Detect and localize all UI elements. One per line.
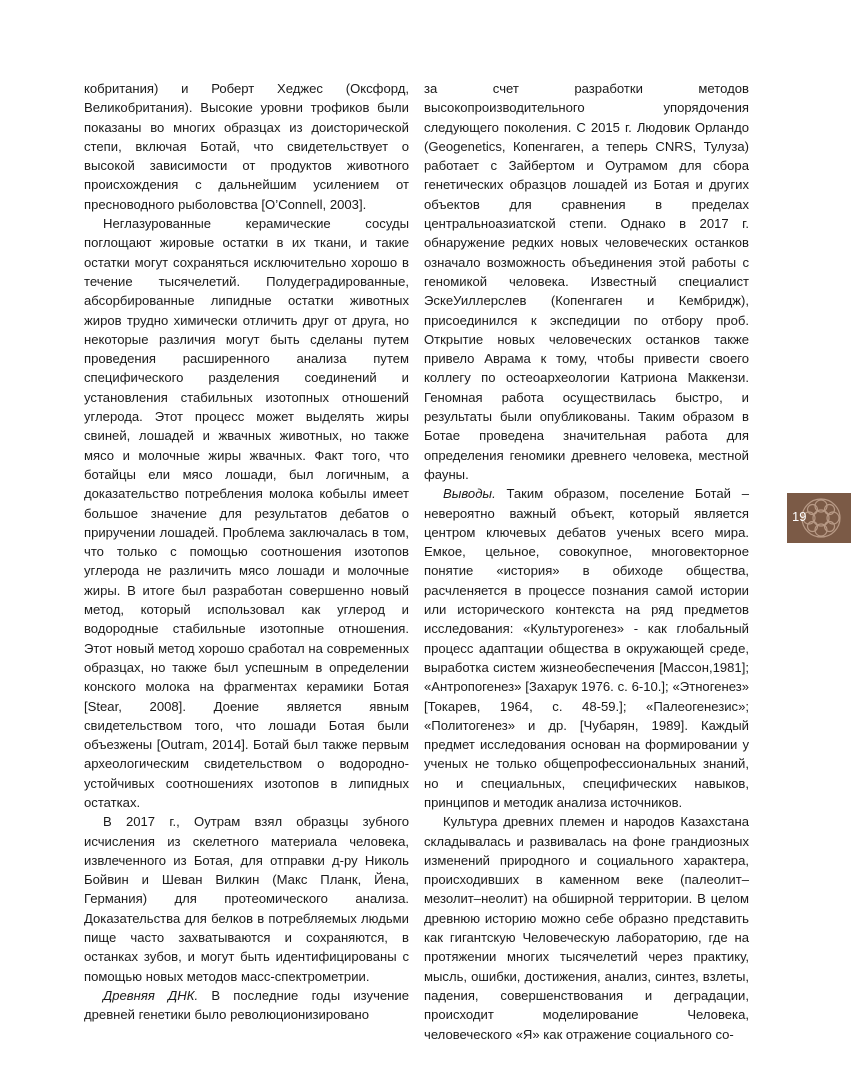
right-paragraph-2-text: Таким образом, поселение Ботай – невероятно важный объект, который является центром ключевых дебатов ученых всего мира. Емкое, цельное, совокупное, многовекторное понятие «история» в обиходе общества, расчленяется в процессе познания самой истории или исторического контекста на ряд предметов исследования: «Культурогенез» - как глобальный процесс адаптации общества в окружающей среде, выработка систем жизнеобеспечения [Массон,1981]; «Антропогенез» [Захарук 1976. с. 6-10.]; «Этногенез» [Токарев, 1964, с. 48-59.]; «Палеогенезис»; «Политогенез» и др. [Чубарян, 1989]. Каждый предмет исследования основан на формировании у ученых не только общепрофессиональных знаний, но и специальных, специфических навыков, принципов и методик анализа источников.: [424, 486, 749, 810]
right-paragraph-2: [424, 484, 749, 812]
page-number: 19: [792, 509, 807, 524]
left-paragraph-3: В 2017 г., Оутрам взял образцы зубного исчисления из скелетного материала человека, извлеченного из Ботая, для отправки д-ру Николь Бойвин и Шеван Вилкин (Макс Планк, Йена, Германия) для протеомического анализа. Доказательства для белков в потребляемых людьми пище часто захватываются и сохраняются, в останках зубов, и могут быть идентифицированы с помощью новых методов масс-спектрометрии.: [84, 814, 409, 984]
right-paragraph-3: Культура древних племен и народов Казахстана складывалась и развивалась на фоне грандиозных изменений природного и социального характера, происходивших в каменном веке (палеолит–мезолит–неолит) на обширной территории. В целом древнюю историю можно себе образно представить как гигантскую Человеческую лабораторию, где на протяжении многих тысячелетий через практику, мысль, ошибки, достижения, анализ, синтез, взлеты, падения, совершенствования и деградации, происходит моделирование Человека, человеческого «Я» как отражение социального со-: [424, 814, 749, 1042]
right-paragraph-1: за счет разработки методов высокопроизводительного упорядочения следующего поколения. С 2015 г. Людовик Орландо (Geogenetics, Копенгаген, а теперь CNRS, Тулуза) работает с Зайбертом и Оутрамом для сбора генетических образцов лошадей из Ботая и других объектов для сравнения в пределах центральноазиатской степи. Однако в 2017 г. обнаружение редких новых человеческих останков означало возможность объединения этой работы с геномикой человека. Известный специалист ЭскеУиллерслев (Копенгаген и Кембридж), присоединился к экспедиции по отбору проб. Открытие новых человеческих останков также привело Аврама к тому, чтобы привести своего коллегу по остеоархеологии Катриона Маккензи. Геномная работа осуществилась быстро, и результаты были опубликованы. Таким образом в Ботае проведена значительная работа для определения геномики древнего человека, местной фауны.: [424, 81, 749, 482]
section-heading-conclusions: Выводы.: [443, 486, 496, 502]
left-paragraph-2: Неглазурованные керамические сосуды поглощают жировые остатки в их ткани, и такие остатки могут сохраняться исключительно хорошо в течение тысячелетий. Полудеградированные, абсорбированные липидные остатки животных жиров трудно химически отличить друг от друга, но некоторые различия могут быть сделаны путем проведения расширенного анализа путем специфического разделения соединений и установления стабильных изотопных отношений углерода. Этот процесс может выделять жиры свиней, лошадей и жвачных животных, но также мясо и молочные жиры жвачных. Факт того, что ботайцы ели мясо лошади, был логичным, а доказательство потребления молока кобылы имеет большое значение для результатов дебатов о приручении лошадей. Проблема заключалась в том, что только с помощью соотношения изотопов углерода не различить мясо лошади и молочные жиры. В итоге был разработан совершенно новый метод, который использовал как углерод и водородные стабильные изотопные отношения. Этот новый метод хорошо сработал на современных образцах, но также был успешным в определении конского молока на фрагментах керамики Ботая [Stear, 2008]. Доение является явным свидетельством того, что лошади Ботая были объезжены [Outram, 2014]. Ботай был также первым археологическим свидетельством о водородно-устойчивых соотношениях изотопов в липидных остатках.: [84, 216, 409, 810]
left-paragraph-4: [84, 986, 409, 1025]
left-paragraph-4-text: В последние годы изучение древней генетики было революционизировано: [84, 987, 409, 1023]
right-column: [424, 79, 749, 1044]
left-column: [84, 79, 409, 1025]
page-number-tab: [787, 493, 851, 543]
left-paragraph-1: кобритания) и Роберт Хеджес (Оксфорд, Великобритания). Высокие уровни трофиков были показаны во многих образцах из доисторической степи, включая Ботай, что свидетельствует о высокой зависимости от продуктов животного происхождения с дальнейшим усилением от пресноводного рыболовства [O’Connell, 2003].: [84, 81, 409, 212]
section-heading-ancient-dna: Древняя ДНК.: [103, 987, 199, 1003]
